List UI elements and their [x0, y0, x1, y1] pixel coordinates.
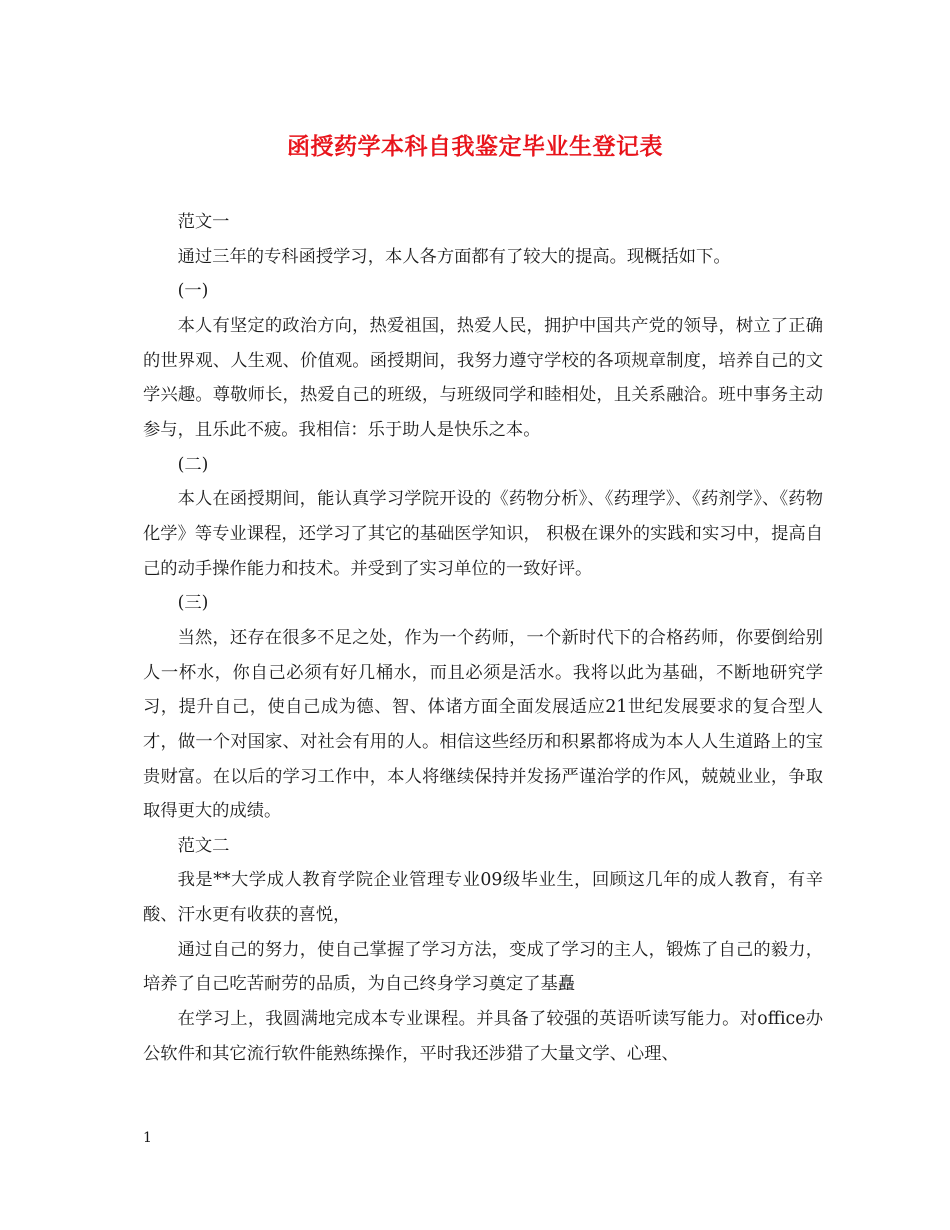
paragraph-section-heading: (一): [177, 281, 209, 302]
page-number: 1: [143, 1130, 152, 1146]
paragraph: 当然，还存在很多不足之处，作为一个药师，一个新时代下的合格药师，你要倒给别人一杯水，你自己必须有好几桶水，而且必须是活水。我将以此为基础，不断地研究学习，提升自己，使自己成为德、智、体诸方面全面发展适应21世纪发展要求的复合型人才，做一个对国家、对社会有用的人。相信这些经历和积累都将成为本人人生道路上的宝贵财富。在以后的学习工作中，本人将继续保持并发扬严谨治学的作风，兢兢业业，争取取得更大的成绩。: [143, 627, 823, 822]
paragraph: 本人有坚定的政治方向，热爱祖国，热爱人民，拥护中国共产党的领导，树立了正确的世界观、人生观、价值观。函授期间，我努力遵守学校的各项规章制度，培养自己的文学兴趣。尊敬师长，热爱自己的班级，与班级同学和睦相处，且关系融洽。班中事务主动参与，且乐此不疲。我相信：乐于助人是快乐之本。: [143, 315, 823, 440]
paragraph-section-heading: 范文一: [177, 212, 230, 232]
paragraph: 通过三年的专科函授学习，本人各方面都有了较大的提高。现概括如下。: [177, 246, 731, 267]
paragraph: 我是**大学成人教育学院企业管理专业09级毕业生，回顾这几年的成人教育，有辛酸、汗水更有收获的喜悦，: [143, 870, 823, 926]
paragraph: 在学习上，我圆满地完成本专业课程。并具备了较强的英语听读写能力。对office办公软件和其它流行软件能熟练操作，平时我还涉猎了大量文学、心理、: [143, 1009, 823, 1064]
document-body: [143, 205, 823, 1071]
paragraph-section-heading: (三): [177, 593, 209, 614]
paragraph-section-heading: 范文二: [177, 835, 230, 856]
paragraph: 本人在函授期间，能认真学习学院开设的《药物分析》、《药理学》、《药剂学》、《药物化学》等专业课程，还学习了其它的基础医学知识， 积极在课外的实践和实习中，提高自己的动手操作能力和技术。并受到了实习单位的一致好评。: [143, 489, 823, 579]
paragraph-section-heading: (二): [177, 454, 209, 475]
document-title: 函授药学本科自我鉴定毕业生登记表: [287, 133, 663, 160]
paragraph: 通过自己的努力，使自己掌握了学习方法，变成了学习的主人，锻炼了自己的毅力，培养了自己吃苦耐劳的品质，为自己终身学习奠定了基矗: [143, 939, 823, 995]
